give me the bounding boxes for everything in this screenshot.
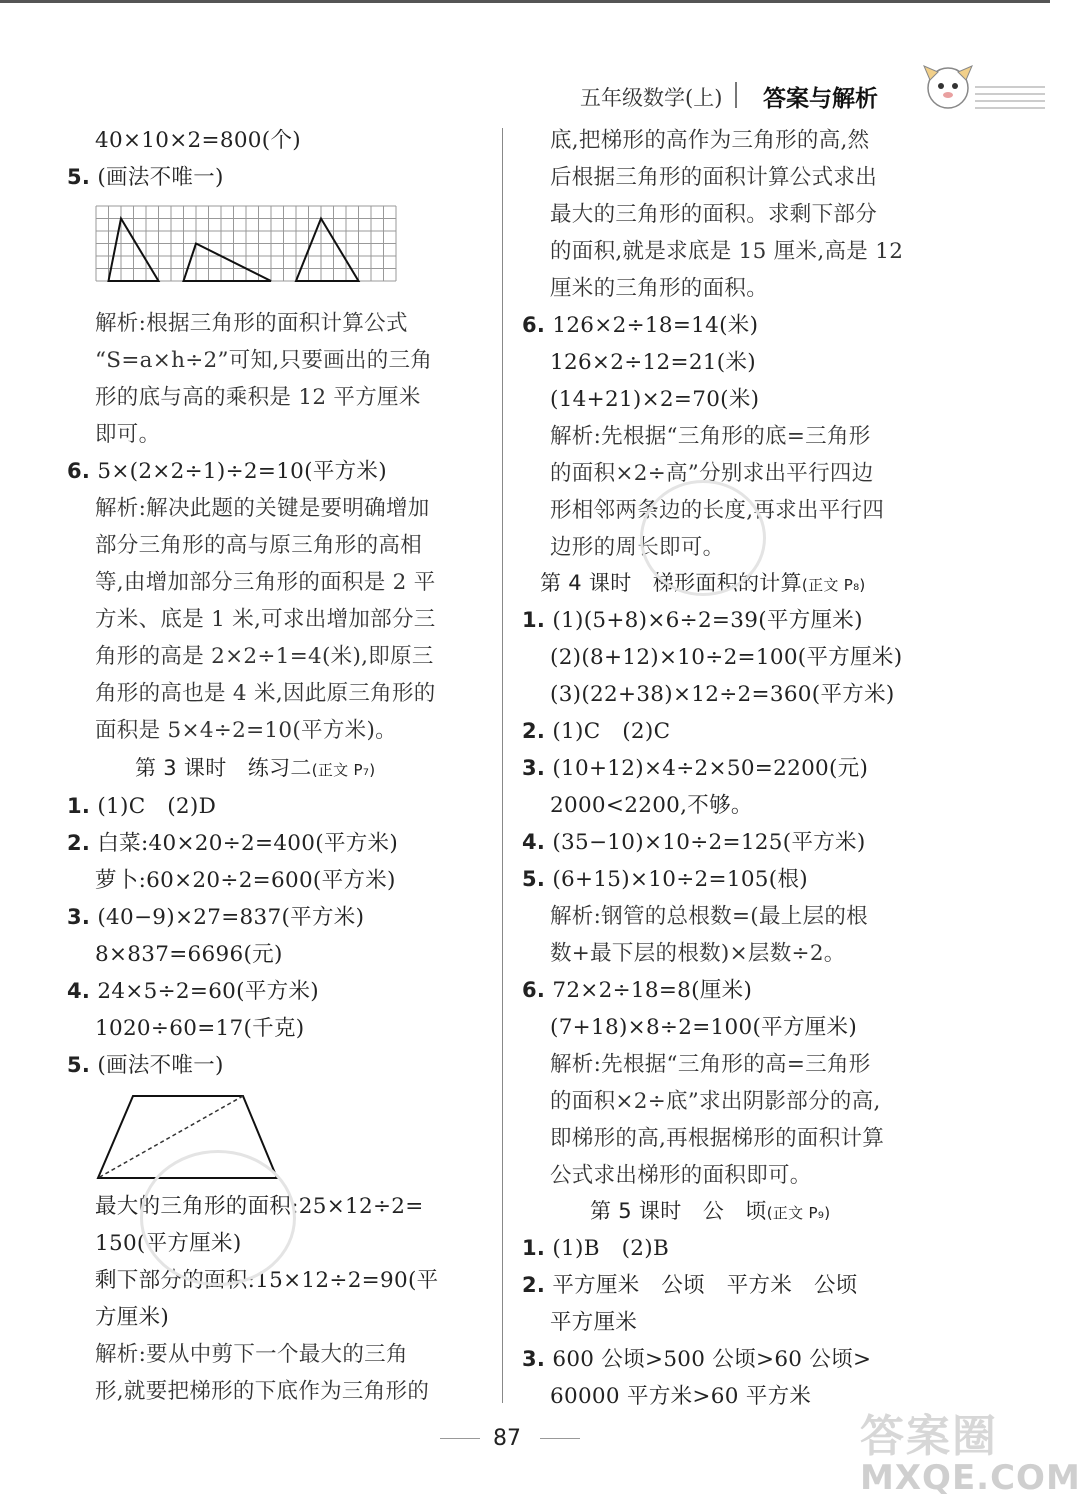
header-decoration	[975, 86, 1045, 114]
right-line-28: 即梯形的高,再根据梯形的面积计算	[550, 1126, 885, 1151]
left-line-14: 面积是 5×4÷2=10(平方米)。	[95, 718, 397, 743]
item-text: 5×(2×2÷1)÷2=10(平方米)	[97, 459, 387, 484]
item-number: 5.	[67, 1053, 91, 1077]
left-line-4: “S=a×h÷2”可知,只要画出的三角	[95, 348, 433, 373]
site-watermark-logo	[860, 1400, 1081, 1498]
left-line-27: 方厘米)	[95, 1305, 170, 1330]
header-title: 答案与解析	[763, 86, 878, 112]
left-line-20: 8×837=6696(元)	[95, 942, 283, 967]
section-lesson-3	[135, 758, 375, 779]
header-divider	[735, 82, 737, 108]
right-line-10: 的面积×2÷高”分别求出平行四边	[550, 461, 874, 486]
section-lesson-5	[590, 1201, 830, 1222]
right-line-26: 解析:先根据“三角形的高=三角形	[550, 1052, 871, 1077]
right-line-9: 解析:先根据“三角形的底=三角形	[550, 424, 871, 449]
item-number: 1.	[522, 1236, 546, 1260]
item-text: (10+12)×4÷2×50=2200(元)	[552, 756, 869, 781]
left-line-5: 形的底与高的乘积是 12 平方厘米	[95, 385, 421, 410]
stamp-watermark	[140, 1150, 296, 1286]
right-item-6b	[522, 980, 752, 1002]
section-ref: (正文 P₈)	[801, 576, 866, 594]
right-item-1a	[522, 610, 863, 632]
right-line-2: 后根据三角形的面积计算公式求出	[550, 165, 878, 190]
right-line-12: 边形的周长即可。	[550, 535, 725, 560]
left-line-6: 即可。	[95, 422, 161, 447]
left-line-18: 萝卜:60×20÷2=600(平方米)	[95, 868, 396, 893]
item-number: 6.	[522, 313, 546, 337]
right-line-8: (14+21)×2=70(米)	[550, 387, 760, 412]
left-item-3	[67, 907, 364, 929]
section-ref: (正文 P₉)	[766, 1204, 831, 1222]
right-line-16: (3)(22+38)×12÷2=360(平方米)	[550, 682, 895, 707]
left-item-1	[67, 796, 216, 818]
left-line-24: 最大的三角形的面积:25×12÷2=	[95, 1194, 424, 1219]
right-line-7: 126×2÷12=21(米)	[550, 350, 756, 375]
left-item-2	[67, 833, 398, 855]
top-border	[0, 0, 1050, 3]
page-number-rule-right	[540, 1438, 580, 1439]
section-title: 第 3 课时 练习二	[135, 756, 312, 780]
item-text: (6+15)×10÷2=105(根)	[552, 867, 808, 892]
item-number: 3.	[67, 905, 91, 929]
right-line-5: 厘米的三角形的面积。	[550, 276, 769, 301]
item-number: 6.	[522, 978, 546, 1002]
item-number: 5.	[522, 867, 546, 891]
section-ref: (正文 P₇)	[311, 761, 376, 779]
right-line-22: 解析:钢管的总根数=(最上层的根	[550, 904, 868, 929]
item-text: 126×2÷18=14(米)	[552, 313, 759, 338]
item-text: (1)(5+8)×6÷2=39(平方厘米)	[552, 608, 863, 633]
item-number: 4.	[67, 979, 91, 1003]
item-text: (画法不唯一)	[97, 165, 224, 190]
header-grade: 五年级数学(上)	[580, 86, 723, 110]
left-line-10: 等,由增加部分三角形的面积是 2 平	[95, 570, 436, 595]
item-number: 1.	[522, 608, 546, 632]
item-text: (1)B (2)B	[552, 1236, 670, 1261]
item-text: (40−9)×27=837(平方米)	[97, 905, 365, 930]
item-text: (35−10)×10÷2=125(平方米)	[552, 830, 866, 855]
left-line-1: 40×10×2=800(个)	[95, 128, 301, 153]
left-line-3: 解析:根据三角形的面积计算公式	[95, 311, 408, 336]
right-line-35: 60000 平方米>60 平方米	[550, 1384, 812, 1409]
right-item-5	[522, 869, 808, 891]
left-item-5b	[67, 1055, 224, 1077]
right-item-3b	[522, 1349, 871, 1371]
left-line-22: 1020÷60=17(千克)	[95, 1016, 305, 1041]
left-line-25: 150(平方厘米)	[95, 1231, 242, 1256]
right-line-27: 的面积×2÷底”求出阴影部分的高,	[550, 1089, 881, 1114]
right-item-2b	[522, 1275, 858, 1297]
item-text: 72×2÷18=8(厘米)	[552, 978, 753, 1003]
right-item-4	[522, 832, 866, 854]
item-number: 1.	[67, 794, 91, 818]
left-line-26: 剩下部分的面积:15×12÷2=90(平	[95, 1268, 439, 1293]
left-item-6	[67, 461, 387, 483]
item-number: 2.	[522, 719, 546, 743]
right-line-25: (7+18)×8÷2=100(平方厘米)	[550, 1015, 858, 1040]
grid-triangles-figure	[96, 206, 396, 281]
mascot-icon	[920, 60, 976, 116]
stamp-watermark	[640, 480, 766, 596]
left-line-13: 角形的高也是 4 米,因此原三角形的	[95, 681, 436, 706]
item-text: 白菜:40×20÷2=400(平方米)	[97, 831, 399, 856]
left-line-28: 解析:要从中剪下一个最大的三角	[95, 1342, 408, 1367]
section-title: 第 5 课时 公 顷	[590, 1199, 767, 1223]
right-item-2a	[522, 721, 670, 743]
page-number-rule-left	[440, 1438, 480, 1439]
right-line-1: 底,把梯形的高作为三角形的高,然	[550, 128, 870, 153]
item-number: 5.	[67, 165, 91, 189]
item-number: 3.	[522, 1347, 546, 1371]
right-line-11: 形相邻两条边的长度,再求出平行四	[550, 498, 885, 523]
left-line-12: 角形的高是 2×2÷1=4(米),即原三	[95, 644, 434, 669]
left-line-11: 方米、底是 1 米,可求出增加部分三	[95, 607, 436, 632]
watermark-main: 答案圈	[860, 1411, 998, 1462]
left-item-4	[67, 981, 319, 1003]
section-title: 第 4 课时 梯形面积的计算	[540, 571, 802, 595]
right-item-1b	[522, 1238, 669, 1260]
left-line-9: 部分三角形的高与原三角形的高相	[95, 533, 423, 558]
left-line-8: 解析:解决此题的关键是要明确增加	[95, 496, 430, 521]
item-number: 4.	[522, 830, 546, 854]
right-item-6a	[522, 315, 758, 337]
item-number: 2.	[522, 1273, 546, 1297]
item-number: 3.	[522, 756, 546, 780]
right-line-33: 平方厘米	[550, 1310, 638, 1335]
left-item-5a	[67, 167, 224, 189]
item-text: (1)C (2)C	[552, 719, 671, 744]
right-item-3a	[522, 758, 868, 780]
page-number: 87	[493, 1426, 521, 1451]
right-line-4: 的面积,就是求底是 15 厘米,高是 12	[550, 239, 904, 264]
item-text: 600 公顷>500 公顷>60 公顷>	[552, 1347, 872, 1372]
right-line-23: 数+最下层的根数)×层数÷2。	[550, 941, 846, 966]
left-line-29: 形,就要把梯形的下底作为三角形的	[95, 1379, 430, 1404]
watermark-sub: MXQE.COM	[860, 1458, 1081, 1498]
right-line-29: 公式求出梯形的面积即可。	[550, 1163, 812, 1188]
item-text: 24×5÷2=60(平方米)	[97, 979, 319, 1004]
right-line-15: (2)(8+12)×10÷2=100(平方厘米)	[550, 645, 903, 670]
item-number: 2.	[67, 831, 91, 855]
item-text: 平方厘米 公顷 平方米 公顷	[552, 1273, 858, 1298]
column-divider	[502, 128, 503, 1403]
right-line-19: 2000<2200,不够。	[550, 793, 753, 818]
item-number: 6.	[67, 459, 91, 483]
item-text: (画法不唯一)	[97, 1053, 224, 1078]
right-line-3: 最大的三角形的面积。求剩下部分	[550, 202, 878, 227]
item-text: (1)C (2)D	[97, 794, 217, 819]
